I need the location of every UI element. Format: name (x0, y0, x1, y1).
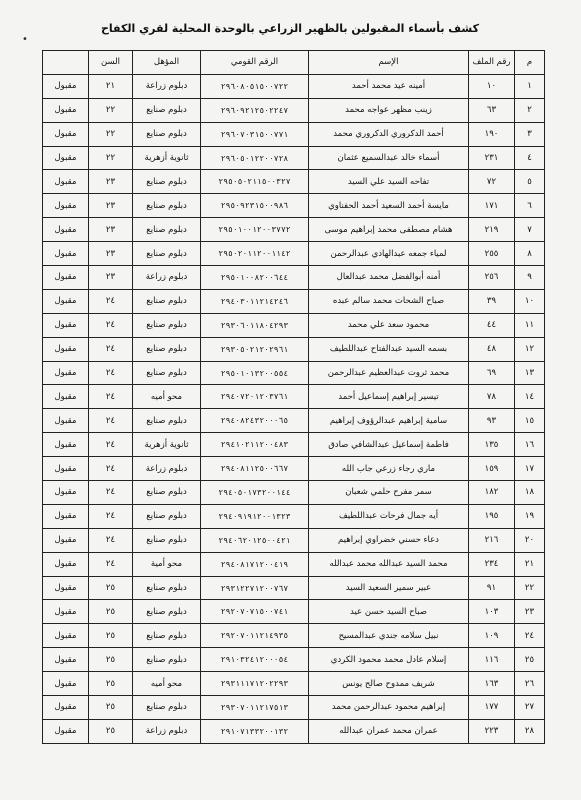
age: ٢١ (89, 74, 133, 98)
row-index: ٣ (515, 122, 545, 146)
applicant-name: إبراهيم محمود عبدالرحمن محمد (309, 696, 469, 720)
status: مقبول (43, 528, 89, 552)
applicant-name: تيسير إبراهيم إسماعيل أحمد (309, 385, 469, 409)
row-index: ٢٤ (515, 624, 545, 648)
qualification: دبلوم زراعة (133, 266, 201, 290)
national-id: ٢٩٤٠٦٢٠١٢٥٠٠٤٢١ (201, 528, 309, 552)
status: مقبول (43, 648, 89, 672)
national-id: ٢٩٢٠٧٠٧١٥٠٠٧٤١ (201, 600, 309, 624)
age: ٢٤ (89, 385, 133, 409)
table-row (43, 433, 545, 457)
national-id: ٢٩٥٠٩٢٣١٥٠٠٩٨٦ (201, 194, 309, 218)
row-index: ٢ (515, 98, 545, 122)
qualification: دبلوم صنايع (133, 313, 201, 337)
applicant-name: أحمد الدكروري الدكروري محمد (309, 122, 469, 146)
qualification: دبلوم صنايع (133, 600, 201, 624)
age: ٢٣ (89, 266, 133, 290)
applicant-name: سامية إبراهيم عبدالرؤوف إبراهيم (309, 409, 469, 433)
qualification: دبلوم صنايع (133, 528, 201, 552)
national-id: ٢٩٤٠٣٠١١٢١٤٢٤٦ (201, 289, 309, 313)
status: مقبول (43, 122, 89, 146)
status: مقبول (43, 552, 89, 576)
status: مقبول (43, 146, 89, 170)
table-row (43, 648, 545, 672)
row-index: ١٥ (515, 409, 545, 433)
national-id: ٢٩١٠٣٢٤١٢٠٠٠٥٤ (201, 648, 309, 672)
header-row (43, 51, 545, 75)
file-number: ٩١ (469, 576, 515, 600)
file-number: ١٥٩ (469, 457, 515, 481)
national-id: ٢٩٣١١١٧١٢٠٢٢٩٣ (201, 672, 309, 696)
qualification: دبلوم صنايع (133, 337, 201, 361)
national-id: ٢٩٥٠٢٠١١٢٠٠١١٤٢ (201, 242, 309, 266)
table-row (43, 481, 545, 505)
status: مقبول (43, 170, 89, 194)
status: مقبول (43, 266, 89, 290)
age: ٢٤ (89, 552, 133, 576)
applicant-name: صباح الشحات محمد سالم عبده (309, 289, 469, 313)
table-row (43, 696, 545, 720)
qualification: دبلوم صنايع (133, 481, 201, 505)
age: ٢٢ (89, 146, 133, 170)
age: ٢٥ (89, 624, 133, 648)
table-row (43, 600, 545, 624)
table-row (43, 337, 545, 361)
qualification: دبلوم صنايع (133, 194, 201, 218)
qualification: ثانوية أزهرية (133, 146, 201, 170)
applicant-name: زينب مظهر عواجه محمد (309, 98, 469, 122)
qualification: دبلوم صنايع (133, 289, 201, 313)
applicant-name: نبيل سلامه جندي عبدالمسيح (309, 624, 469, 648)
file-number: ١٨٢ (469, 481, 515, 505)
national-id: ٢٩٤٠٧٢٠١٢٠٣٧٦١ (201, 385, 309, 409)
qualification: محو أميه (133, 385, 201, 409)
row-index: ٦ (515, 194, 545, 218)
national-id: ٢٩٤٠٩١٩١٢٠٠١٣٢٣ (201, 504, 309, 528)
age: ٢٤ (89, 361, 133, 385)
age: ٢٤ (89, 289, 133, 313)
file-number: ١٠٩ (469, 624, 515, 648)
file-number: ١٠ (469, 74, 515, 98)
age: ٢٤ (89, 313, 133, 337)
age: ٢٤ (89, 504, 133, 528)
row-index: ١٠ (515, 289, 545, 313)
applicant-name: دعاء حسني خضراوي إبراهيم (309, 528, 469, 552)
applicant-name: عمران محمد عمران عبدالله (309, 719, 469, 743)
qualification: دبلوم صنايع (133, 576, 201, 600)
table-row (43, 361, 545, 385)
applicant-name: إسلام عادل محمد محمود الكردي (309, 648, 469, 672)
qualification: دبلوم زراعة (133, 719, 201, 743)
qualification: دبلوم زراعة (133, 457, 201, 481)
applicant-name: لمياء جمعه عبدالهادي عبدالرحمن (309, 242, 469, 266)
national-id: ٢٩٦٠٧٠٣١٥٠٠٧٧١ (201, 122, 309, 146)
age: ٢٤ (89, 433, 133, 457)
national-id: ٢٩١٠٧١٣٣٢٠٠١٣٢ (201, 719, 309, 743)
age: ٢٣ (89, 218, 133, 242)
file-number: ٦٣ (469, 98, 515, 122)
header-qualification: المؤهل (133, 51, 201, 75)
applicant-name: عبير سمير السعيد السيد (309, 576, 469, 600)
table-row (43, 409, 545, 433)
row-index: ٢٠ (515, 528, 545, 552)
qualification: دبلوم صنايع (133, 409, 201, 433)
status: مقبول (43, 337, 89, 361)
row-index: ٤ (515, 146, 545, 170)
qualification: دبلوم صنايع (133, 122, 201, 146)
age: ٢٢ (89, 122, 133, 146)
national-id: ٢٩٣٠٥٠٢١٢٠٢٩٦١ (201, 337, 309, 361)
status: مقبول (43, 672, 89, 696)
status: مقبول (43, 409, 89, 433)
row-index: ٢٧ (515, 696, 545, 720)
age: ٢٢ (89, 98, 133, 122)
file-number: ١٦٣ (469, 672, 515, 696)
file-number: ٧٢ (469, 170, 515, 194)
table-row (43, 289, 545, 313)
national-id: ٢٩٤١٠٢١١٢٠٠٤٨٣ (201, 433, 309, 457)
file-number: ٣٩ (469, 289, 515, 313)
applicant-name: فاطمة إسماعيل عبدالشافي صادق (309, 433, 469, 457)
qualification: دبلوم صنايع (133, 361, 201, 385)
status: مقبول (43, 361, 89, 385)
header-national-id: الرقم القومي (201, 51, 309, 75)
national-id: ٢٩٢٠٧٠١١٢١٤٩٣٥ (201, 624, 309, 648)
row-index: ١٨ (515, 481, 545, 505)
age: ٢٣ (89, 242, 133, 266)
status: مقبول (43, 313, 89, 337)
file-number: ٧٨ (469, 385, 515, 409)
row-index: ١١ (515, 313, 545, 337)
qualification: ثانوية أزهرية (133, 433, 201, 457)
row-index: ٢٥ (515, 648, 545, 672)
national-id: ٢٩٤٠٥٠١٧٣٢٠٠١٤٤ (201, 481, 309, 505)
status: مقبول (43, 504, 89, 528)
qualification: دبلوم صنايع (133, 648, 201, 672)
age: ٢٥ (89, 672, 133, 696)
row-index: ٥ (515, 170, 545, 194)
file-number: ٩٣ (469, 409, 515, 433)
age: ٢٤ (89, 337, 133, 361)
national-id: ٢٩٤٠٨١١٢٥٠٠٦٦٧ (201, 457, 309, 481)
file-number: ١٩٥ (469, 504, 515, 528)
file-number: ٢٢٣ (469, 719, 515, 743)
table-row (43, 719, 545, 743)
qualification: محو أمية (133, 552, 201, 576)
national-id: ٢٩٦٠٩٢١٢٥٠٢٢٤٧ (201, 98, 309, 122)
national-id: ٢٩٥٠٥٠٢١١٥٠٠٣٢٧ (201, 170, 309, 194)
status: مقبول (43, 218, 89, 242)
file-number: ١١٦ (469, 648, 515, 672)
table-row (43, 194, 545, 218)
table-row (43, 98, 545, 122)
table-row (43, 74, 545, 98)
row-index: ١٢ (515, 337, 545, 361)
qualification: دبلوم صنايع (133, 242, 201, 266)
table-row (43, 313, 545, 337)
applicant-name: محمد ثروت عبدالعظيم عبدالرحمن (309, 361, 469, 385)
table-row (43, 576, 545, 600)
header-name: الإسم (309, 51, 469, 75)
table-row (43, 504, 545, 528)
file-number: ١٣٥ (469, 433, 515, 457)
file-number: ٤٤ (469, 313, 515, 337)
applicant-name: ماري رجاء زرعي جاب الله (309, 457, 469, 481)
national-id: ٢٩٥٠١٠٠١٢٠٠٣٧٧٢ (201, 218, 309, 242)
qualification: محو أميه (133, 672, 201, 696)
national-id: ٢٩٥٠١٠١٣٢٠٠٥٥٤ (201, 361, 309, 385)
table-row (43, 146, 545, 170)
status: مقبول (43, 481, 89, 505)
national-id: ٢٩٣١٢٢٧١٢٠٠٧٦٧ (201, 576, 309, 600)
file-number: ٢٥٥ (469, 242, 515, 266)
qualification: دبلوم صنايع (133, 218, 201, 242)
row-index: ١ (515, 74, 545, 98)
row-index: ١٧ (515, 457, 545, 481)
qualification: دبلوم زراعة (133, 74, 201, 98)
table-row (43, 385, 545, 409)
applicant-name: أمينه عيد محمد أحمد (309, 74, 469, 98)
row-index: ٢١ (515, 552, 545, 576)
file-number: ١٩٠ (469, 122, 515, 146)
table-row (43, 242, 545, 266)
corner-mark: • (22, 34, 28, 45)
header-status (43, 51, 89, 75)
age: ٢٥ (89, 719, 133, 743)
national-id: ٢٩٥٠١٠٠٨٢٠٠٦٤٤ (201, 266, 309, 290)
applicant-name: صباح السيد حسن عيد (309, 600, 469, 624)
table-row (43, 170, 545, 194)
row-index: ٩ (515, 266, 545, 290)
row-index: ١٤ (515, 385, 545, 409)
national-id: ٢٩٣٠٧٠١١٢١٧٥١٣ (201, 696, 309, 720)
age: ٢٥ (89, 696, 133, 720)
status: مقبول (43, 433, 89, 457)
national-id: ٢٩٤٠٨١٧١٢٠٠٤١٩ (201, 552, 309, 576)
applicant-name: محمود سعد علي محمد (309, 313, 469, 337)
row-index: ٢٦ (515, 672, 545, 696)
qualification: دبلوم صنايع (133, 170, 201, 194)
age: ٢٤ (89, 481, 133, 505)
page-title: كشف بأسماء المقبولين بالظهير الزراعي بالوحدة المحلية لقري الكفاح (101, 22, 479, 35)
table-row (43, 552, 545, 576)
row-index: ١٦ (515, 433, 545, 457)
status: مقبول (43, 98, 89, 122)
table-row (43, 266, 545, 290)
qualification: دبلوم صنايع (133, 624, 201, 648)
row-index: ٢٢ (515, 576, 545, 600)
table-row (43, 218, 545, 242)
applicant-name: أيه جمال فرحات عبداللطيف (309, 504, 469, 528)
age: ٢٣ (89, 194, 133, 218)
national-id: ٢٩٦٠٥٠١٢٢٠٠٧٢٨ (201, 146, 309, 170)
national-id: ٢٩٤٠٨٢٤٣٢٠٠٠٦٥ (201, 409, 309, 433)
applicant-name: تفاحه السيد علي السيد (309, 170, 469, 194)
table-row (43, 624, 545, 648)
status: مقبول (43, 719, 89, 743)
file-number: ٢١٩ (469, 218, 515, 242)
status: مقبول (43, 242, 89, 266)
status: مقبول (43, 74, 89, 98)
applicant-name: بسمه السيد عبدالفتاح عبداللطيف (309, 337, 469, 361)
status: مقبول (43, 624, 89, 648)
status: مقبول (43, 576, 89, 600)
file-number: ١٠٣ (469, 600, 515, 624)
applicant-name: هشام مصطفى محمد إبراهيم موسى (309, 218, 469, 242)
file-number: ٢٥٦ (469, 266, 515, 290)
file-number: ٤٨ (469, 337, 515, 361)
table-row (43, 528, 545, 552)
row-index: ٢٨ (515, 719, 545, 743)
qualification: دبلوم صنايع (133, 504, 201, 528)
file-number: ٦٩ (469, 361, 515, 385)
header-age: السن (89, 51, 133, 75)
file-number: ١٧٧ (469, 696, 515, 720)
table-row (43, 122, 545, 146)
header-index: م (515, 51, 545, 75)
row-index: ٧ (515, 218, 545, 242)
status: مقبول (43, 600, 89, 624)
row-index: ٨ (515, 242, 545, 266)
applicant-name: أسماء خالد عبدالسميع عثمان (309, 146, 469, 170)
applicant-name: محمد السيد عبدالله محمد عبدالله (309, 552, 469, 576)
file-number: ٢٣١ (469, 146, 515, 170)
applicant-name: سمر مفرح حلمي شعبان (309, 481, 469, 505)
age: ٢٥ (89, 648, 133, 672)
applicants-table (42, 50, 545, 744)
qualification: دبلوم صنايع (133, 696, 201, 720)
status: مقبول (43, 696, 89, 720)
applicant-name: مايسة أحمد السعيد أحمد الحفناوي (309, 194, 469, 218)
age: ٢٥ (89, 576, 133, 600)
file-number: ١٧١ (469, 194, 515, 218)
national-id: ٢٩٦٠٨٠٥١٥٠٠٧٢٢ (201, 74, 309, 98)
file-number: ٢١٦ (469, 528, 515, 552)
age: ٢٤ (89, 528, 133, 552)
row-index: ١٩ (515, 504, 545, 528)
status: مقبول (43, 194, 89, 218)
row-index: ٢٣ (515, 600, 545, 624)
table-row (43, 457, 545, 481)
applicant-name: أمنه أبوالفضل محمد عبدالعال (309, 266, 469, 290)
age: ٢٤ (89, 409, 133, 433)
table-row (43, 672, 545, 696)
status: مقبول (43, 457, 89, 481)
national-id: ٢٩٣٠٦٠١١٨٠٤٢٩٣ (201, 313, 309, 337)
status: مقبول (43, 289, 89, 313)
file-number: ٢٣٤ (469, 552, 515, 576)
header-file-no: رقم الملف (469, 51, 515, 75)
applicant-name: شريف ممدوح صالح يونس (309, 672, 469, 696)
age: ٢٥ (89, 600, 133, 624)
status: مقبول (43, 385, 89, 409)
row-index: ١٣ (515, 361, 545, 385)
age: ٢٣ (89, 170, 133, 194)
qualification: دبلوم صنايع (133, 98, 201, 122)
age: ٢٤ (89, 457, 133, 481)
